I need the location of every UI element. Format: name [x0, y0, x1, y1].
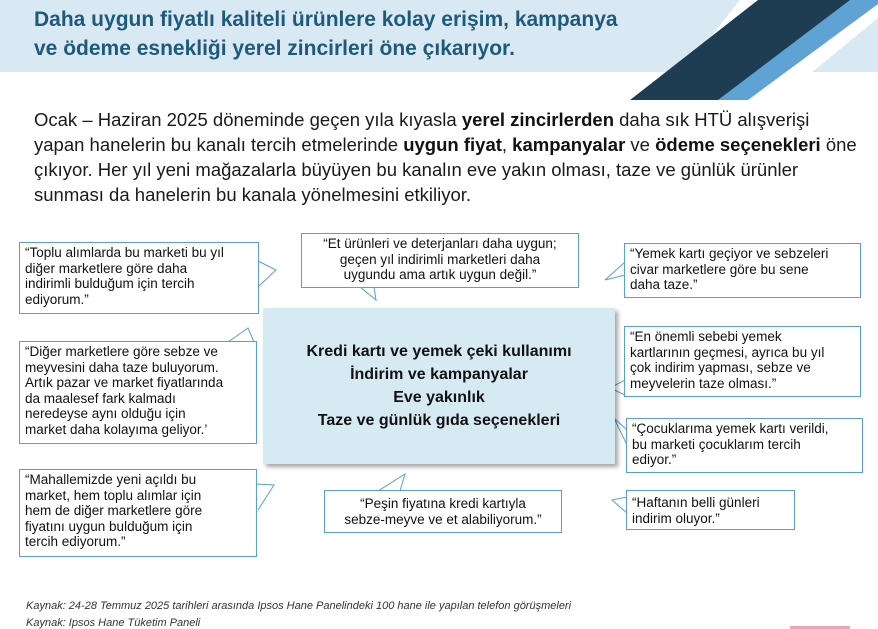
quote-line: “Mahallemizde yeni açıldı bu [25, 472, 197, 487]
quote-bubble-pesin [324, 490, 562, 533]
quote-bubble-hafta [626, 490, 795, 530]
quote-line: Artık pazar ve market fiyatlarında [25, 375, 224, 390]
intro-text-2: daha sık HTÜ alışverişi yapan hanelerin bu kanalı tercih etmelerinde [34, 109, 810, 155]
intro-bold-1: yerel zincirlerden [461, 109, 614, 130]
intro-text-5: öne çıkıyor. Her yıl yeni mağazalarla büyüyen bu kanalın eve yakın olması, taze ve günlük ürünler sunması da hanelerin bu kanala yönelmesini etkiliyor. [34, 134, 857, 205]
quote-line: çok indirim yapması, sebze ve [630, 360, 811, 375]
quote-line: “Et ürünleri ve deterjanları daha uygun; [323, 236, 557, 251]
page-title-line-2: ve ödeme esnekliği yerel zincirleri öne çıkarıyor. [34, 37, 515, 60]
quote-line: ediyor.” [632, 452, 677, 467]
quote-line: market, hem toplu alımlar için [25, 487, 202, 503]
key-factor-proximity: Eve yakınlık [393, 389, 485, 406]
quote-line: “Diğer marketlere göre sebze ve [25, 344, 218, 359]
quote-bubble-sebze [19, 341, 257, 444]
quote-line: “Peşin fiyatına kredi kartıyla [360, 496, 526, 511]
quote-line: “Çocuklarıma yemek kartı verildi, [632, 421, 829, 436]
intro-paragraph [34, 107, 864, 207]
source-note-panel: Kaynak: Ipsos Hane Tüketim Paneli [26, 617, 201, 629]
intro-bold-2: uygun fiyat [403, 134, 502, 155]
tail-toplu [258, 261, 276, 287]
intro-bold-3: kampanyalar [512, 134, 626, 155]
quote-bubble-yemek [624, 243, 861, 298]
intro-text-3: , [501, 134, 513, 155]
quote-line: da maalesef fark kalmadı [25, 390, 176, 406]
key-factor-fresh-food: Taze ve günlük gıda seçenekleri [317, 412, 561, 429]
quote-line: kartlarının geçmesi, ayrıca bu yıl [630, 344, 825, 360]
source-note-survey: Kaynak: 24-28 Temmuz 2025 tarihleri arasında Ipsos Hane Panelindeki 100 hane ile yapılan telefon görüşmeleri [26, 600, 572, 612]
quote-line: meyvelerin taze olması.” [630, 375, 777, 391]
tail-et [360, 287, 376, 300]
quote-line: “En önemli sebebi yemek [630, 329, 782, 344]
quote-line: civar marketlere göre bu sene [630, 261, 809, 277]
quote-bubble-toplu [19, 242, 259, 314]
page-title-line-1: Daha uygun fiyatlı kaliteli ürünlere kolay erişim, kampanya [34, 8, 618, 31]
tail-mahalle [256, 484, 274, 510]
quote-line: “Yemek kartı geçiyor ve sebzeleri [630, 246, 829, 261]
quote-bubble-onemli [624, 326, 861, 397]
quote-line: uygundu ama artık uygun değil.” [343, 267, 537, 282]
quote-bubble-mahalle [19, 469, 257, 557]
quote-line: geçen yıl indirimli marketleri daha [339, 251, 541, 267]
intro-text-1: Ocak – Haziran 2025 döneminde geçen yıla kıyasla [34, 109, 462, 130]
key-factors-box [263, 308, 615, 464]
quote-line: fiyatını uygun bulduğum için [25, 518, 193, 534]
quote-line: sebze-meyve ve et alabiliyorum.” [344, 511, 542, 527]
key-factor-discounts: İndirim ve kampanyalar [350, 366, 528, 383]
quote-line: diğer marketlere göre daha [25, 260, 188, 276]
quote-line: neredeyse aynı olduğu için [25, 406, 186, 421]
quote-line: meyvesini daha taze buluyorum. [25, 359, 219, 375]
intro-bold-4: ödeme seçenekleri [655, 134, 821, 155]
tail-pesin [378, 474, 405, 491]
key-factor-credit-card: Kredi kartı ve yemek çeki kullanımı [306, 343, 572, 360]
quote-line: daha taze.” [630, 277, 698, 292]
quote-bubble-cocuk [626, 418, 863, 473]
quote-line: hem de diğer marketlere göre [25, 503, 203, 518]
intro-text-4: ve [625, 134, 656, 155]
quote-bubble-et [301, 233, 579, 288]
quote-line: tercih ediyorum.” [25, 534, 126, 549]
quote-line: indirimli bulduğum için tercih [25, 276, 195, 291]
tail-hafta [612, 497, 627, 513]
quote-line: “Toplu alımlarda bu marketi bu yıl [25, 245, 224, 260]
tail-sebze [228, 328, 254, 342]
quote-line: bu marketi çocuklarım tercih [632, 436, 801, 452]
tail-yemek [605, 262, 625, 280]
decorative-stripes [600, 0, 878, 100]
quote-line: “Haftanın belli günleri [632, 495, 760, 510]
quote-line: market daha kolayıma geliyor.’ [25, 421, 208, 437]
quote-line: ediyorum.” [25, 291, 89, 307]
quote-line: indirim oluyor.” [632, 510, 720, 526]
